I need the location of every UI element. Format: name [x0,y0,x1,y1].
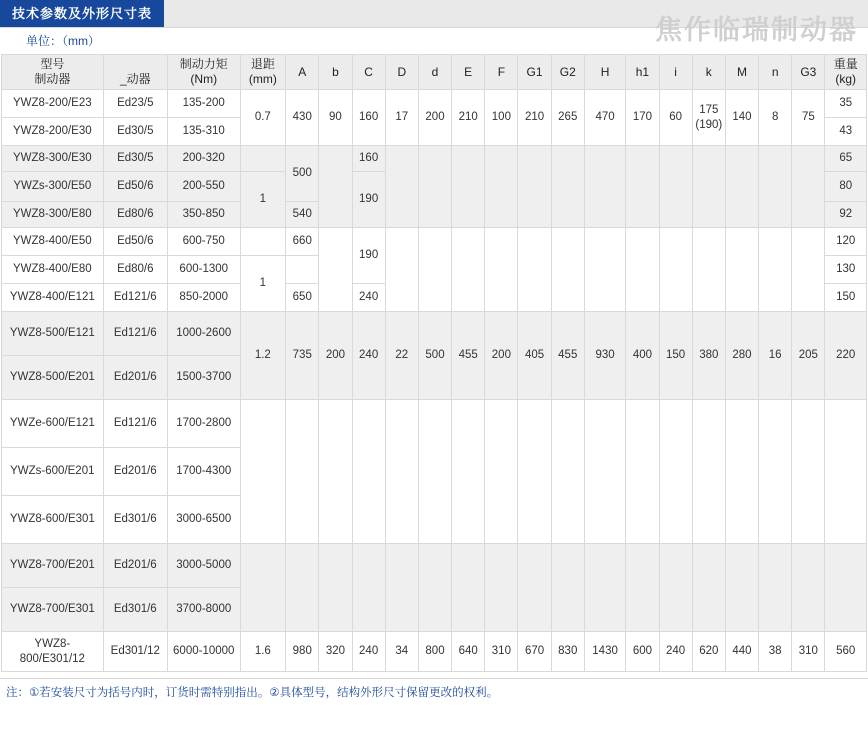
cell-n [759,228,792,312]
cell-model: YWZ8-800/E301/12 [2,632,104,672]
cell-model: YWZ8-700/E201 [2,544,104,588]
cell-brake: Ed201/6 [103,356,167,400]
spec-table [1,54,867,672]
col-header-weight [825,55,867,90]
cell-M [725,228,758,312]
cell-h1: 170 [626,90,659,146]
cell-H [584,400,625,544]
cell-i: 240 [659,632,692,672]
cell-M [725,544,758,632]
cell-ret [240,228,286,256]
cell-G3 [792,228,825,312]
col-header-model-bottom: 制动器 [34,72,71,86]
cell-H [584,228,625,312]
cell-brake: Ed50/6 [103,172,167,202]
cell-D [385,544,418,632]
cell-C: 240 [352,632,385,672]
cell-E [452,228,485,312]
unit-label: 单位：（mm） [0,28,868,54]
cell-F: 200 [485,312,518,400]
col-header-d: d [418,55,451,90]
cell-n [759,400,792,544]
cell-brake: Ed301/12 [103,632,167,672]
cell-torque: 3700-8000 [167,588,240,632]
cell-M [725,400,758,544]
cell-model: YWZs-300/E50 [2,172,104,202]
cell-i [659,228,692,312]
col-header-b: b [319,55,352,90]
col-header-E: E [452,55,485,90]
cell-h1: 600 [626,632,659,672]
cell-M: 440 [725,632,758,672]
col-header-model-top: 型号 [40,57,65,71]
cell-D [385,400,418,544]
cell-b [319,228,352,312]
table-row [2,544,867,588]
cell-H [584,544,625,632]
cell-G1 [518,228,551,312]
col-header-retreat-top: 退距 [250,57,275,71]
col-header-torque [167,55,240,90]
cell-G1 [518,544,551,632]
cell-model: YWZ8-200/E30 [2,118,104,146]
col-header-F: F [485,55,518,90]
col-header-k: k [692,55,725,90]
cell-d: 500 [418,312,451,400]
cell-ret: 1 [240,172,286,228]
cell-weight: 220 [825,312,867,400]
cell-brake: Ed23/5 [103,90,167,118]
cell-model: YWZ8-300/E80 [2,202,104,228]
cell-torque: 3000-6500 [167,496,240,544]
cell-n: 16 [759,312,792,400]
cell-G3 [792,146,825,228]
cell-i [659,544,692,632]
cell-weight [825,400,867,544]
col-header-n: n [759,55,792,90]
cell-torque: 350-850 [167,202,240,228]
cell-brake: Ed50/6 [103,228,167,256]
col-header-brake [103,55,167,90]
cell-h1 [626,400,659,544]
cell-k [692,228,725,312]
cell-k [692,544,725,632]
col-header-M: M [725,55,758,90]
cell-b: 320 [319,632,352,672]
cell-h1 [626,146,659,228]
cell-E: 455 [452,312,485,400]
cell-torque: 200-320 [167,146,240,172]
cell-n [759,544,792,632]
col-header-model [2,55,104,90]
cell-E: 640 [452,632,485,672]
cell-d: 200 [418,90,451,146]
cell-model: YWZ8-700/E301 [2,588,104,632]
cell-H: 1430 [584,632,625,672]
cell-G3 [792,544,825,632]
cell-d: 800 [418,632,451,672]
cell-D: 17 [385,90,418,146]
col-header-H: H [584,55,625,90]
cell-h1 [626,228,659,312]
cell-brake: Ed121/6 [103,400,167,448]
cell-G2: 455 [551,312,584,400]
cell-C: 240 [352,284,385,312]
col-header-brake-top [105,57,166,72]
cell-ret: 1.2 [240,312,286,400]
cell-M: 280 [725,312,758,400]
cell-G1: 405 [518,312,551,400]
cell-H: 470 [584,90,625,146]
cell-h1: 400 [626,312,659,400]
cell-G2 [551,400,584,544]
col-header-G3: G3 [792,55,825,90]
cell-d [418,146,451,228]
cell-F [485,400,518,544]
cell-E [452,146,485,228]
watermark-text: 焦作临瑞制动器 [655,15,858,46]
cell-b: 200 [319,312,352,400]
cell-G2 [551,228,584,312]
cell-torque: 135-310 [167,118,240,146]
col-header-weight-bottom: (kg) [835,72,857,86]
cell-C: 190 [352,172,385,228]
cell-b [319,544,352,632]
cell-weight: 92 [825,202,867,228]
cell-G3: 75 [792,90,825,146]
cell-F [485,228,518,312]
cell-A: 980 [286,632,319,672]
cell-E [452,544,485,632]
cell-model: YWZs-600/E201 [2,448,104,496]
cell-A: 540 [286,202,319,228]
cell-torque: 1700-4300 [167,448,240,496]
cell-F [485,544,518,632]
cell-torque: 1000-2600 [167,312,240,356]
col-header-torque-top: 制动力矩 [179,57,228,71]
cell-F: 100 [485,90,518,146]
cell-ret: 0.7 [240,90,286,146]
cell-d [418,228,451,312]
cell-H: 930 [584,312,625,400]
cell-A: 430 [286,90,319,146]
col-header-brake-bottom: _动器 [119,72,151,86]
footnote: 注：①若安装尺寸为括号内时，订货时需特别指出。②具体型号，结构外形尺寸保留更改的权利。 [0,678,868,701]
cell-weight: 130 [825,256,867,284]
cell-F [485,146,518,228]
cell-ret [240,146,286,172]
cell-G1: 670 [518,632,551,672]
cell-d [418,544,451,632]
col-header-h1: h1 [626,55,659,90]
cell-torque: 200-550 [167,172,240,202]
cell-A: 660 [286,228,319,256]
cell-ret [240,400,286,544]
cell-model: YWZ8-200/E23 [2,90,104,118]
cell-weight: 80 [825,172,867,202]
cell-F: 310 [485,632,518,672]
col-header-torque-bottom: (Nm) [190,72,218,86]
page-title: 技术参数及外形尺寸表 [0,0,164,27]
col-header-A: A [286,55,319,90]
col-header-D: D [385,55,418,90]
cell-weight: 120 [825,228,867,256]
table-row [2,632,867,672]
table-row [2,400,867,448]
cell-G1 [518,400,551,544]
cell-E [452,400,485,544]
cell-M: 140 [725,90,758,146]
table-row [2,228,867,256]
col-header-C: C [352,55,385,90]
cell-D: 34 [385,632,418,672]
cell-D [385,146,418,228]
cell-H [584,146,625,228]
cell-d [418,400,451,544]
cell-ret: 1 [240,256,286,312]
cell-C [352,544,385,632]
cell-model: YWZ8-600/E301 [2,496,104,544]
cell-A: 500 [286,146,319,202]
table-row [2,146,867,172]
cell-model: YWZe-600/E121 [2,400,104,448]
cell-C [352,400,385,544]
cell-k: 620 [692,632,725,672]
cell-k [692,400,725,544]
cell-A [286,256,319,284]
cell-ret [240,544,286,632]
cell-model: YWZ8-400/E80 [2,256,104,284]
cell-brake: Ed121/6 [103,312,167,356]
cell-E: 210 [452,90,485,146]
cell-G2: 830 [551,632,584,672]
cell-C: 190 [352,228,385,284]
cell-torque: 600-750 [167,228,240,256]
cell-n: 8 [759,90,792,146]
cell-model: YWZ8-500/E121 [2,312,104,356]
cell-C: 160 [352,90,385,146]
cell-b: 90 [319,90,352,146]
cell-weight: 560 [825,632,867,672]
cell-D: 22 [385,312,418,400]
cell-i: 150 [659,312,692,400]
cell-torque: 6000-10000 [167,632,240,672]
cell-G3 [792,400,825,544]
cell-G1 [518,146,551,228]
cell-A: 735 [286,312,319,400]
col-header-G1: G1 [518,55,551,90]
cell-ret: 1.6 [240,632,286,672]
cell-brake: Ed121/6 [103,284,167,312]
cell-weight: 35 [825,90,867,118]
cell-h1 [626,544,659,632]
cell-n [759,146,792,228]
table-row [2,312,867,356]
col-header-G2: G2 [551,55,584,90]
col-header-retreat [240,55,286,90]
cell-weight: 150 [825,284,867,312]
cell-weight: 65 [825,146,867,172]
cell-torque: 135-200 [167,90,240,118]
cell-i [659,146,692,228]
cell-G2 [551,544,584,632]
cell-weight: 43 [825,118,867,146]
cell-k: 380 [692,312,725,400]
cell-G3: 310 [792,632,825,672]
table-row [2,90,867,118]
cell-b [319,146,352,228]
col-header-retreat-bottom: (mm) [248,72,277,86]
cell-brake: Ed201/6 [103,544,167,588]
cell-torque: 1700-2800 [167,400,240,448]
cell-model: YWZ8-400/E50 [2,228,104,256]
cell-G1: 210 [518,90,551,146]
cell-torque: 850-2000 [167,284,240,312]
table-header [2,55,867,90]
cell-brake: Ed80/6 [103,256,167,284]
cell-model: YWZ8-400/E121 [2,284,104,312]
cell-k [692,146,725,228]
cell-A: 650 [286,284,319,312]
cell-brake: Ed30/5 [103,146,167,172]
cell-torque: 1500-3700 [167,356,240,400]
cell-A [286,544,319,632]
cell-D [385,228,418,312]
cell-model: YWZ8-500/E201 [2,356,104,400]
cell-model: YWZ8-300/E30 [2,146,104,172]
cell-b [319,400,352,544]
cell-torque: 600-1300 [167,256,240,284]
cell-G3: 205 [792,312,825,400]
cell-brake: Ed30/5 [103,118,167,146]
cell-G2: 265 [551,90,584,146]
cell-i [659,400,692,544]
cell-brake: Ed80/6 [103,202,167,228]
cell-weight [825,544,867,632]
cell-brake: Ed301/6 [103,588,167,632]
cell-C: 240 [352,312,385,400]
cell-A [286,400,319,544]
col-header-weight-top: 重量 [833,57,858,71]
cell-torque: 3000-5000 [167,544,240,588]
cell-brake: Ed301/6 [103,496,167,544]
cell-G2 [551,146,584,228]
table-body [2,90,867,672]
cell-M [725,146,758,228]
cell-n: 38 [759,632,792,672]
cell-brake: Ed201/6 [103,448,167,496]
col-header-i: i [659,55,692,90]
cell-k: 175 (190) [692,90,725,146]
cell-i: 60 [659,90,692,146]
cell-C: 160 [352,146,385,172]
